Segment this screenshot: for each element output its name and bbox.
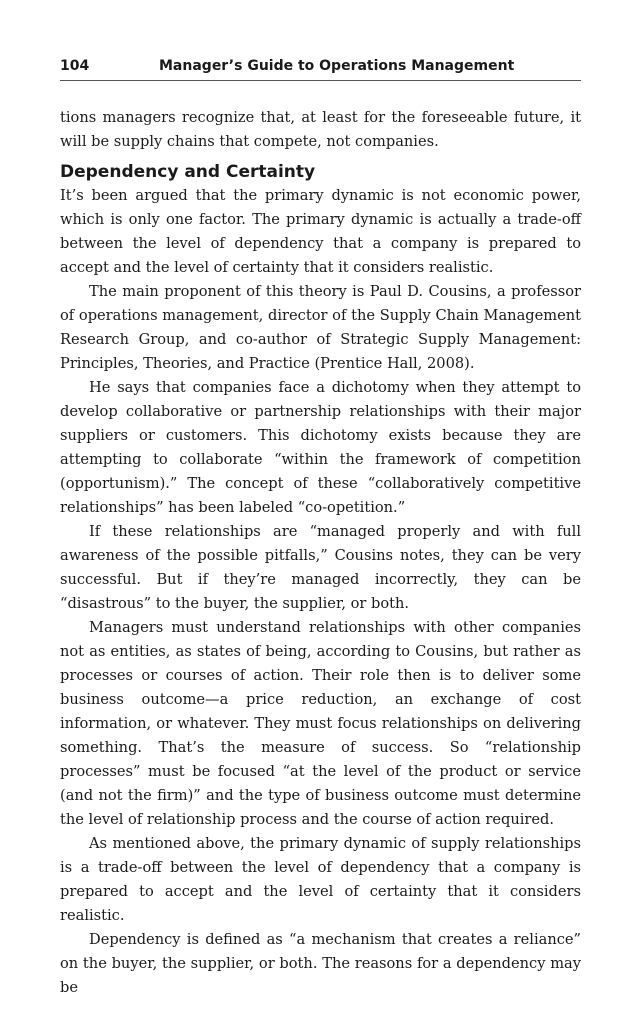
book-title: Manager’s Guide to Operations Management (159, 58, 515, 74)
body-text (60, 106, 581, 1000)
paragraph: If these relationships are “managed properly and with full awareness of the possible pitfalls,” Cousins notes, they can be very successful. But if they’re managed incorrectly, they can be “disastrous” to the buyer, the supplier, or both. (60, 523, 581, 612)
paragraph: As mentioned above, the primary dynamic of supply relationships is a trade-off between the level of dependency that a company is prepared to accept and the level of certainty that it considers realistic. (60, 835, 581, 924)
paragraph: Dependency is defined as “a mechanism that creates a reliance” on the buyer, the supplier, or both. The reasons for a dependency may be (60, 931, 581, 996)
paragraph: It’s been argued that the primary dynamic is not economic power, which is only one factor. The primary dynamic is actually a trade-off between the level of dependency that a company is prepared to accept and the level of certainty that it considers realistic. (60, 187, 581, 276)
paragraph-continuation: tions managers recognize that, at least for the foreseeable future, it will be supply chains that compete, not companies. (60, 109, 581, 150)
paragraph: He says that companies face a dichotomy when they attempt to develop collaborative or partnership relationships with their major suppliers or customers. This dichotomy exists because they are attempting to collaborate “within the framework of competition (opportunism).” The concept of these “collaboratively competitive relationships” has been labeled “co-opetition.” (60, 379, 581, 516)
paragraph: Managers must understand relationships with other companies not as entities, as states of being, according to Cousins, but rather as processes or courses of action. Their role then is to deliver some business outcome—a price reduction, an exchange of cost information, or whatever. They must focus relationships on delivering something. That’s the measure of success. So “relationship processes” must be focused “at the level of the product or service (and not the firm)” and the type of business outcome must determine the level of relationship process and the course of action required. (60, 619, 581, 828)
paragraph: The main proponent of this theory is Paul D. Cousins, a professor of operations management, director of the Supply Chain Management Research Group, and co-author of Strategic Supply Management: Principles, Theories, and Practice (Prentice Hall, 2008). (60, 283, 581, 372)
running-header (60, 56, 581, 81)
page-number: 104 (60, 58, 90, 74)
section-heading: Dependency and Certainty (60, 162, 316, 182)
